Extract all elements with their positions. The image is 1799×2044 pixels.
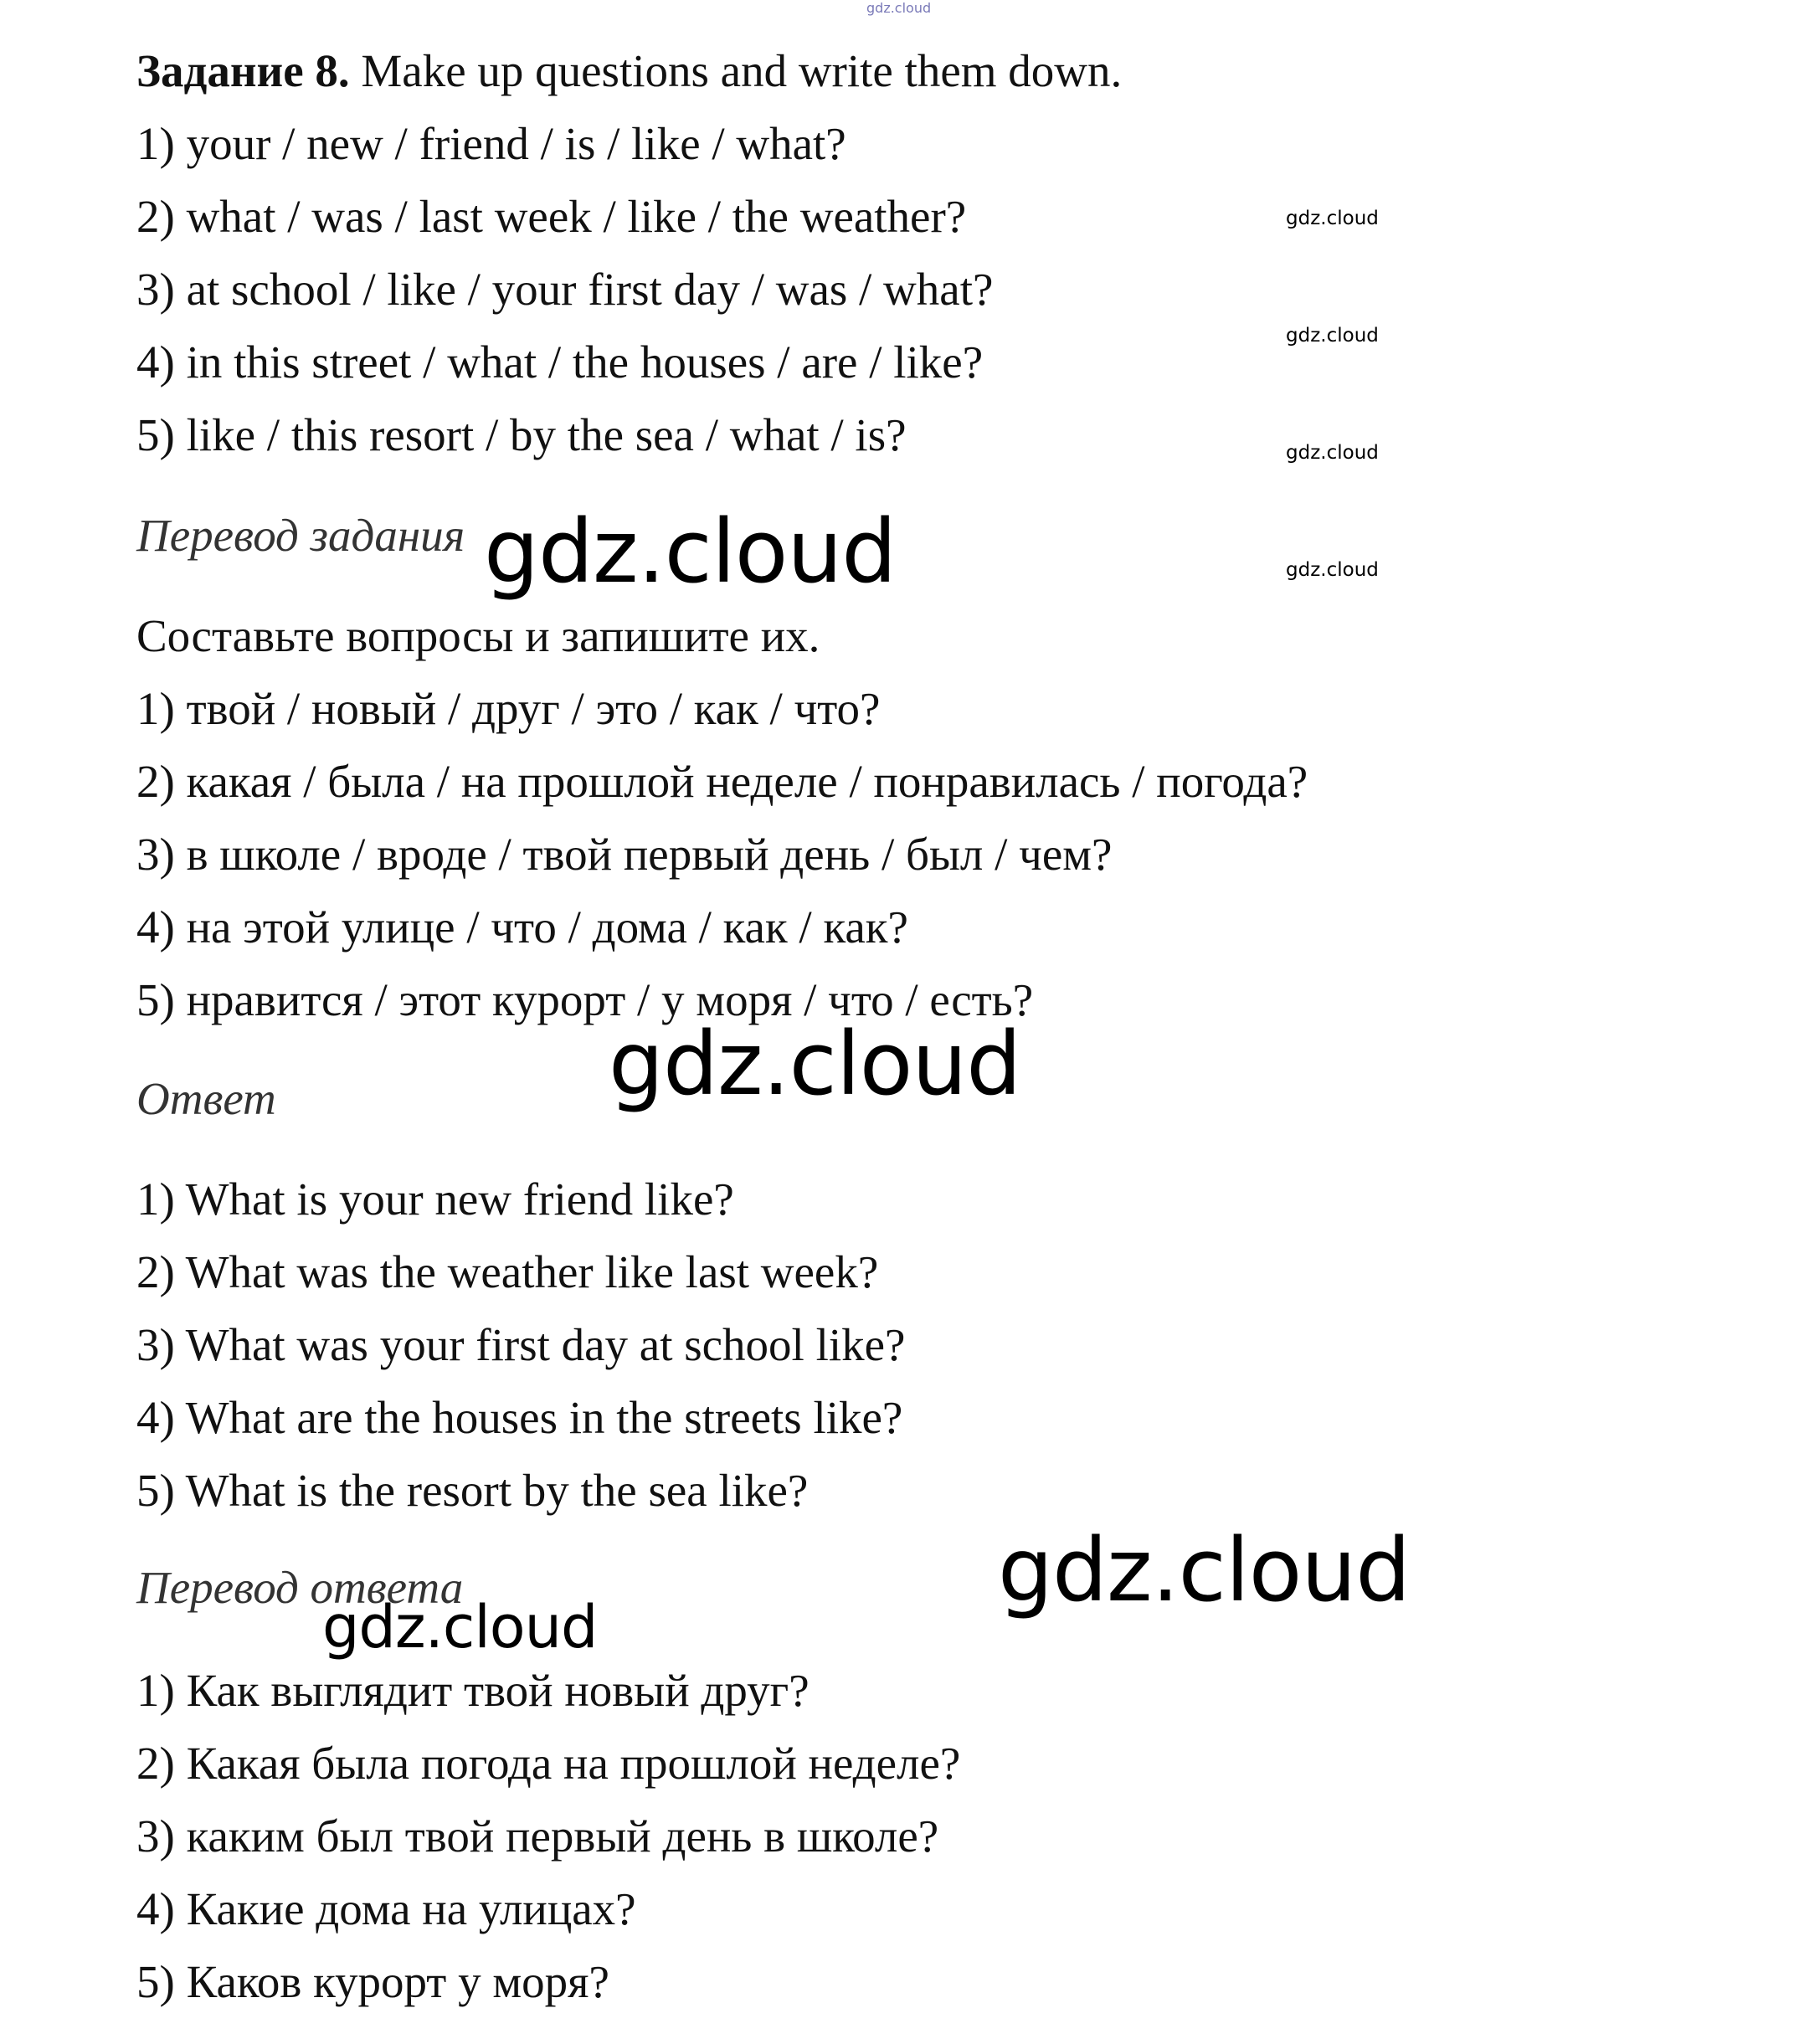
answer-translation-item: 5) Каков курорт у моря? xyxy=(136,1956,609,2007)
watermark-big: gdz.cloud xyxy=(609,1013,1021,1115)
task-instruction: Make up questions and write them down. xyxy=(361,45,1123,96)
watermark-small: gdz.cloud xyxy=(1286,208,1379,229)
watermark-big: gdz.cloud xyxy=(998,1519,1411,1621)
watermark-big: gdz.cloud xyxy=(484,501,897,603)
task-item: 5) like / this resort / by the sea / what / is? xyxy=(136,409,907,460)
answer-item: 5) What is the resort by the sea like? xyxy=(136,1465,809,1516)
watermark-mid: gdz.cloud xyxy=(322,1593,598,1661)
answer-item: 2) What was the weather like last week? xyxy=(136,1246,879,1297)
answer-translation-item: 4) Какие дома на улицах? xyxy=(136,1883,636,1934)
answer-translation-item: 1) Как выглядит твой новый друг? xyxy=(136,1665,810,1716)
task-label: Задание 8. xyxy=(136,45,350,96)
watermark-top: gdz.cloud xyxy=(866,0,932,16)
answer-translation-heading: Перевод ответа xyxy=(136,1562,464,1613)
watermark-small: gdz.cloud xyxy=(1286,442,1379,464)
answer-item: 1) What is your new friend like? xyxy=(136,1174,734,1225)
watermark-small: gdz.cloud xyxy=(1286,325,1379,347)
task-item: 2) what / was / last week / like / the weather? xyxy=(136,191,967,242)
answer-item: 4) What are the houses in the streets like? xyxy=(136,1392,903,1443)
task-item: 1) your / new / friend / is / like / what? xyxy=(136,118,846,169)
answer-heading: Ответ xyxy=(136,1073,276,1124)
task-item: 4) in this street / what / the houses / are / like? xyxy=(136,336,984,388)
answer-translation-item: 3) каким был твой первый день в школе? xyxy=(136,1810,939,1862)
task-translation-item: 1) твой / новый / друг / это / как / что? xyxy=(136,683,881,734)
task-heading xyxy=(136,42,1122,100)
watermark-small: gdz.cloud xyxy=(1286,559,1379,581)
task-translation-item: 5) нравится / этот курорт / у моря / что / есть? xyxy=(136,974,1034,1025)
task-translation-item: 4) на этой улице / что / дома / как / как? xyxy=(136,901,908,953)
task-translation-item: 3) в школе / вроде / твой первый день / был / чем? xyxy=(136,829,1113,880)
answer-item: 3) What was your first day at school like? xyxy=(136,1319,906,1370)
task-translation-heading: Перевод задания xyxy=(136,510,465,561)
task-translation-item: 2) какая / была / на прошлой неделе / понравилась / погода? xyxy=(136,756,1308,807)
task-translation-instruction: Составьте вопросы и запишите их. xyxy=(136,610,820,661)
answer-translation-item: 2) Какая была погода на прошлой неделе? xyxy=(136,1738,961,1789)
task-item: 3) at school / like / your first day / was / what? xyxy=(136,264,994,315)
